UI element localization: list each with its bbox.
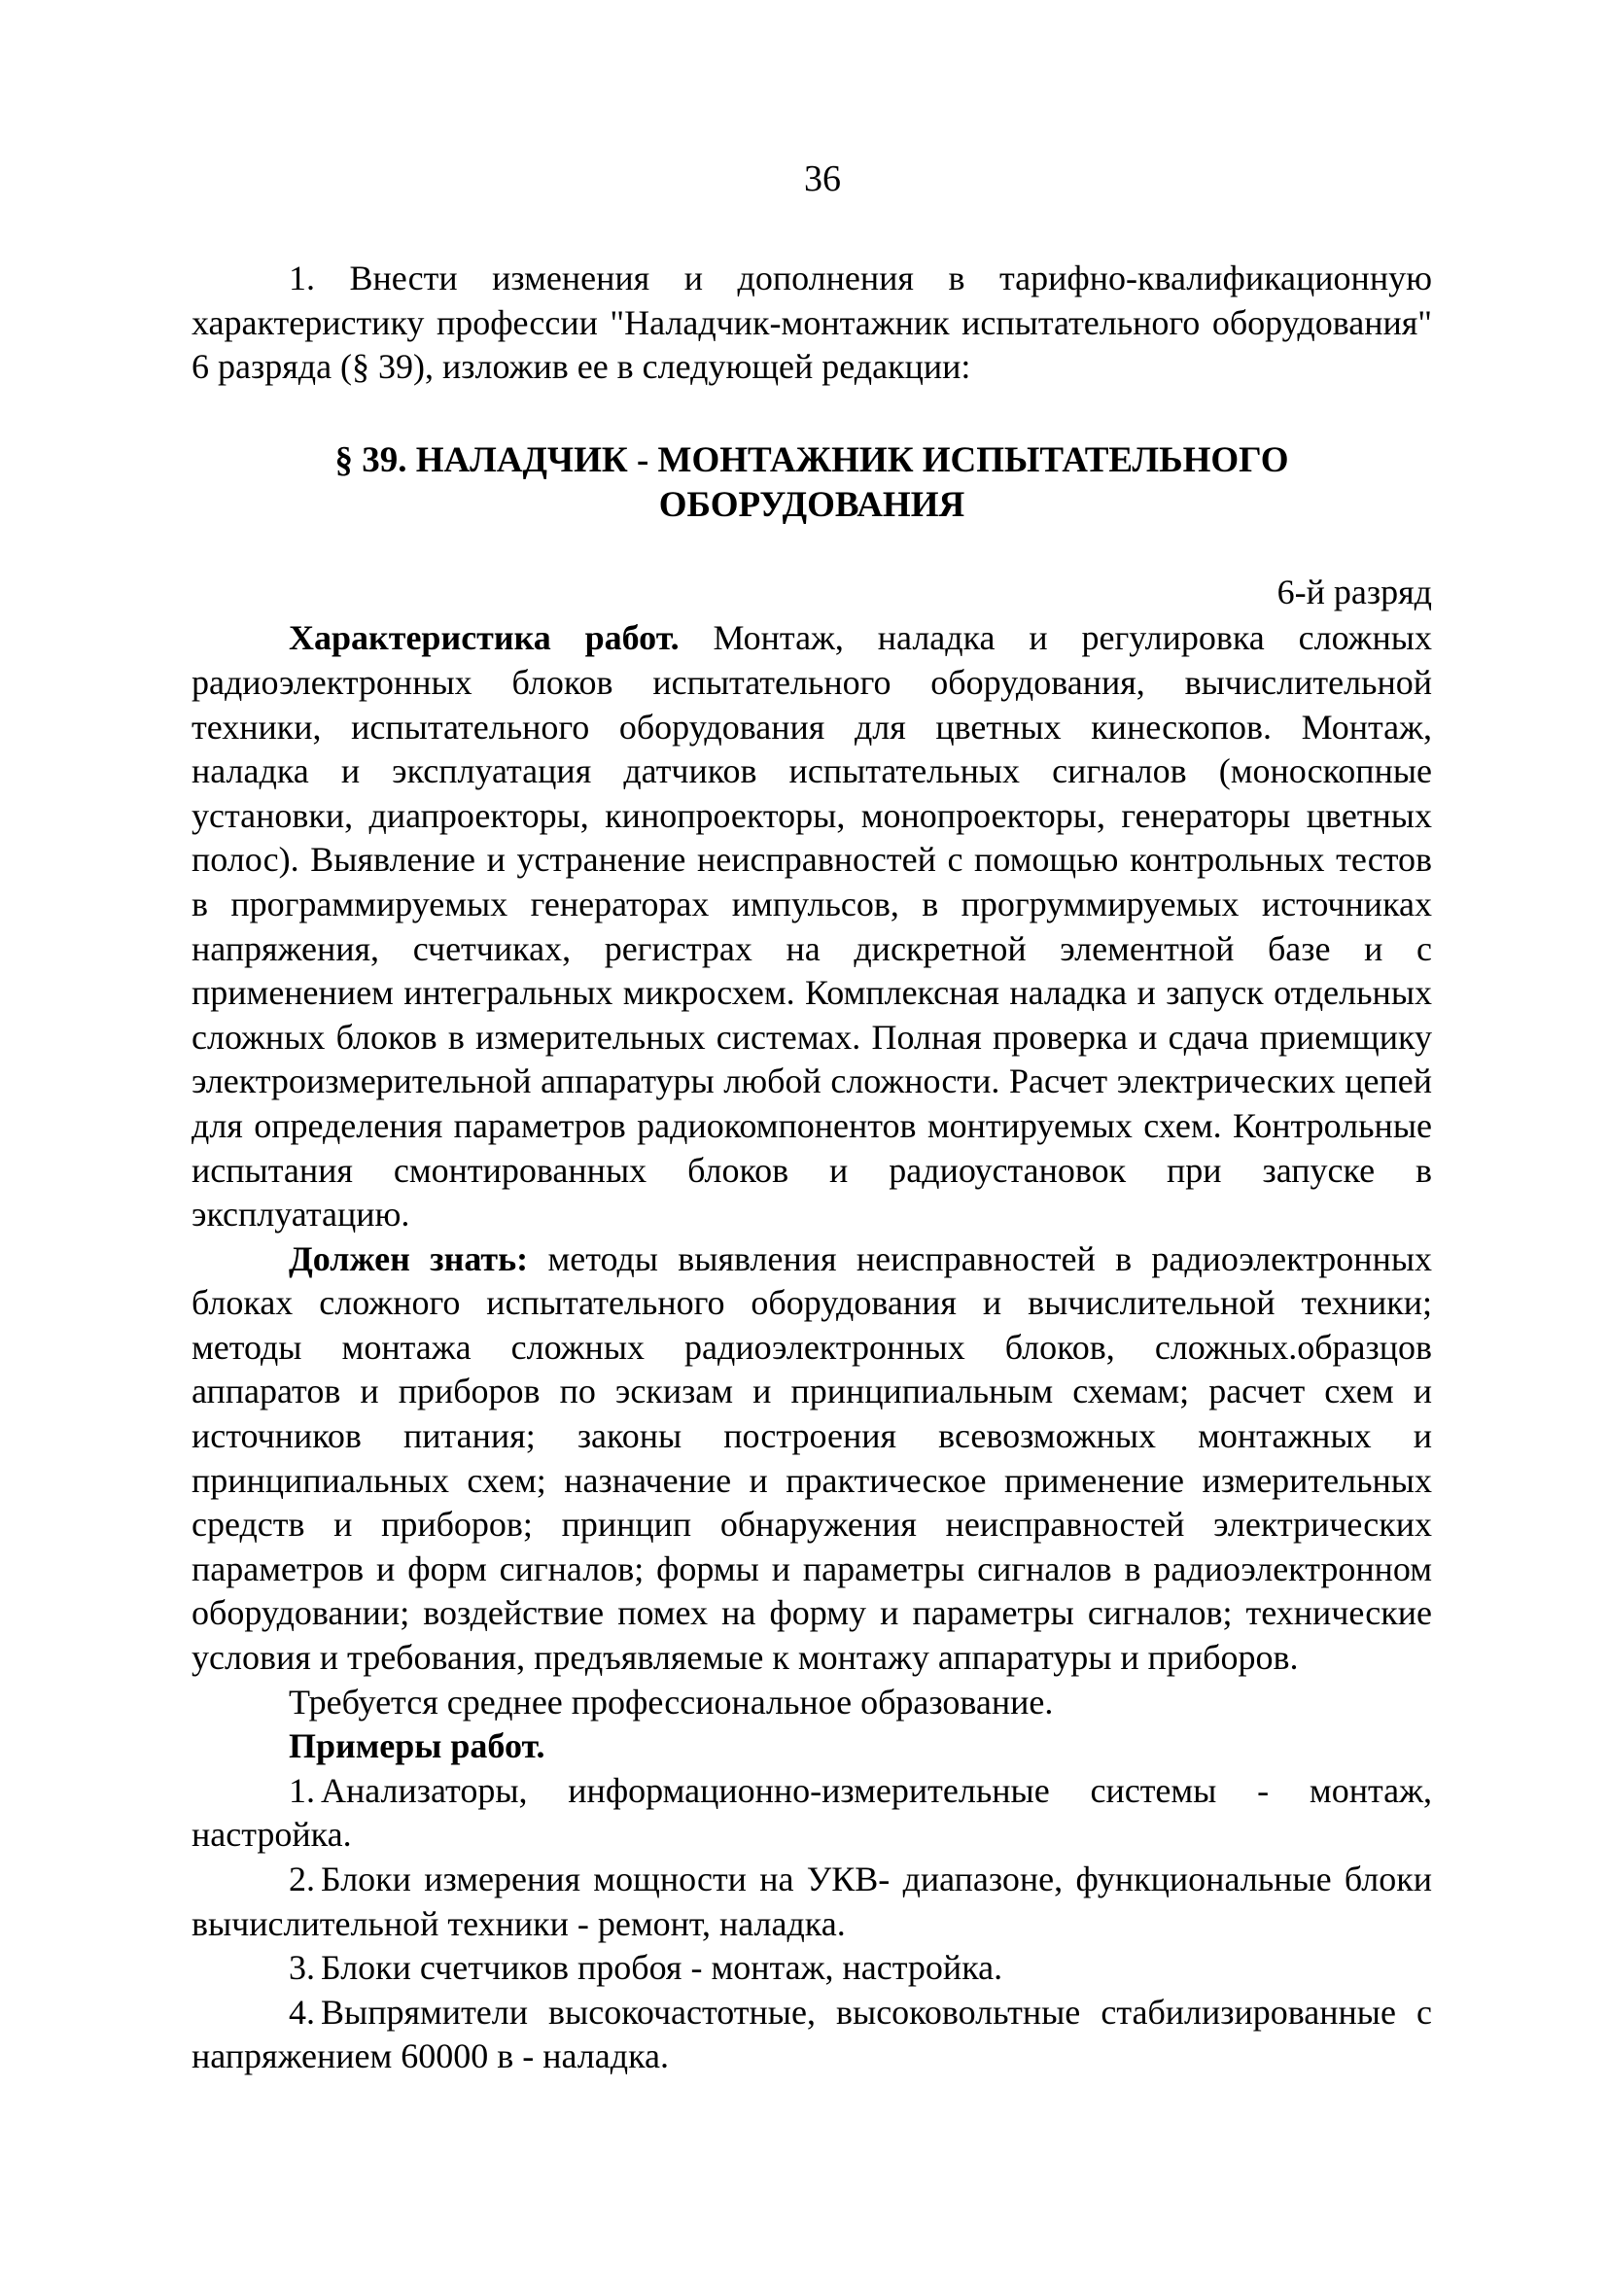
intro-paragraph: 1. Внести изменения и дополнения в тарифно-квалификационную характеристику профессии "Наладчик-монтажник испытательного оборудования" 6 разряда (§ 39), изложив ее в следующей редакции: — [192, 259, 1432, 387]
characteristics-label: Характеристика работ. — [289, 618, 680, 658]
example-item — [192, 1991, 1432, 2079]
example-text: Выпрямители высокочастотные, высоковольтные стабилизированные с напряжением 60000 в - наладка. — [192, 1992, 1432, 2076]
example-text: Анализаторы, информационно-измерительные системы - монтаж, настройка. — [192, 1770, 1432, 1855]
characteristics-text: Монтаж, наладка и регулировка сложных радиоэлектронных блоков испытательного оборудования, вычислительной техники, испытательного оборудования для цветных кинескопов. Монтаж, наладка и эксплуатация датчиков испытательных сигналов (моноскопные установки, диапроекторы, кинопроекторы, монопроекторы, генераторы цветных полос). Выявление и устранение неисправностей с помощью контрольных тестов в программируемых генераторах импульсов, в прогруммируемых источниках напряжения, счетчиках, регистрах на дискретной элементной базе и с применением интегральных микросхем. Комплексная наладка и запуск отдельных сложных блоков в измерительных системах. Полная проверка и сдача приемщику электроизмерительной аппаратуры любой сложности. Расчет электрических цепей для определения параметров радиокомпонентов монтируемых схем. Контрольные испытания смонтированных блоков и радиоустановок при запуске в эксплуатацию. — [192, 618, 1432, 1235]
examples-heading: Примеры работ. — [289, 1726, 545, 1766]
section-heading-line-2: ОБОРУДОВАНИЯ — [658, 484, 965, 525]
education-paragraph: Требуется среднее профессиональное образование. — [289, 1682, 1054, 1722]
knowledge-paragraph — [192, 1237, 1432, 1681]
document-page — [192, 156, 1432, 2079]
example-number: 4. — [289, 1992, 315, 2032]
example-number: 3. — [289, 1948, 315, 1988]
knowledge-label: Должен знать: — [289, 1238, 529, 1278]
example-number: 2. — [289, 1860, 315, 1898]
knowledge-text: методы выявления неисправностей в радиоэлектронных блоках сложного испытательного оборудования и вычислительной техники; методы монтажа сложных радиоэлектронных блоков, сложных.образцов аппаратов и приборов по эскизам и принципиальным схемам; расчет схем и источников питания; законы построения всевозможных монтажных и принципиальных схем; назначение и практическое применение измерительных средств и приборов; принцип обнаружения неисправностей электрических параметров и форм сигналов; формы и параметры сигналов в радиоэлектронном оборудовании; воздействие помех на форму и параметры сигналов; технические условия и требования, предъявляемые к монтажу аппаратуры и приборов. — [192, 1238, 1433, 1678]
example-item — [192, 1769, 1432, 1858]
example-item — [192, 1946, 1432, 1991]
example-text: Блоки счетчиков пробоя - монтаж, настройка. — [321, 1948, 1003, 1988]
example-text: Блоки измерения мощности на УКВ- диапазоне, функциональные блоки вычислительной техники - ремонт, наладка. — [192, 1860, 1432, 1943]
characteristics-paragraph — [192, 616, 1432, 1236]
section-heading — [192, 438, 1432, 528]
section-heading-line-1: § 39. НАЛАДЧИК - МОНТАЖНИК ИСПЫТАТЕЛЬНОГО — [334, 439, 1289, 480]
grade-label: 6-й разряд — [1276, 572, 1432, 611]
example-number: 1. — [289, 1770, 315, 1810]
example-item — [192, 1858, 1432, 1946]
page-number: 36 — [804, 158, 841, 199]
